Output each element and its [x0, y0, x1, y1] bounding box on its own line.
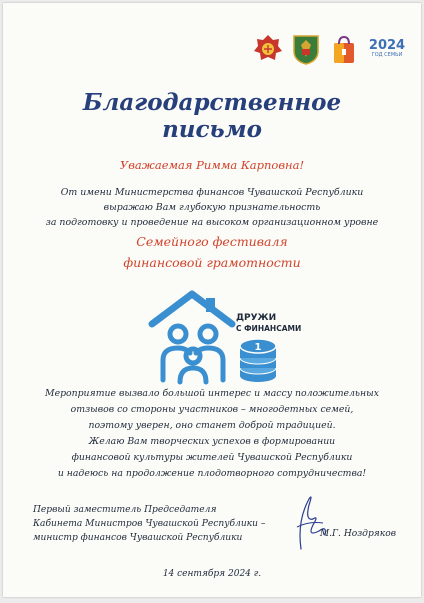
coin-value: 1 — [254, 342, 262, 353]
body-line: и надеюсь на продолжение плодотворного сотрудничества! — [57, 468, 367, 480]
letter-date: 14 сентября 2024 г. — [162, 569, 262, 579]
event-name — [3, 231, 421, 273]
body-line: Желаю Вам творческих успехов в формировании — [88, 436, 336, 448]
greeting: Уважаемая Римма Карповна! — [119, 158, 305, 172]
title-line-2: письмо — [162, 116, 262, 143]
house-roof-icon — [152, 294, 232, 324]
year-caption: ГОД СЕМЬИ — [371, 52, 403, 58]
position-line: Кабинета Министров Чувашской Республики – — [33, 519, 266, 529]
bag-logo-icon — [329, 33, 359, 65]
coin-stack-icon — [240, 339, 276, 382]
year-mark: 2024 — [368, 38, 406, 53]
signatory-name: М.Г. Ноздряков — [319, 529, 396, 539]
chuvash-emblem-icon — [253, 33, 283, 65]
letter-page — [3, 3, 421, 597]
signatory-position — [33, 503, 265, 545]
logos-row — [253, 33, 407, 65]
body-line: поэтому уверен, оно станет доброй традицией. — [88, 420, 336, 432]
intro-text — [3, 185, 421, 230]
body-text — [3, 386, 421, 483]
body-line: финансовой культуры жителей Чувашской Республики — [71, 452, 353, 464]
position-line: Первый заместитель Председателя — [33, 505, 217, 515]
letter-title — [3, 89, 421, 143]
parent-icon — [200, 326, 216, 342]
position-line: министр финансов Чувашской Республики — [33, 533, 243, 543]
event-line-2: финансовой грамотности — [123, 255, 301, 270]
title-line-1: Благодарственное — [82, 89, 342, 116]
parent-icon — [170, 326, 186, 342]
child-icon — [186, 349, 200, 363]
emblem-text-2: С ФИНАНСАМИ — [236, 324, 302, 333]
ministry-emblem-icon — [291, 33, 321, 65]
event-line-1: Семейного фестиваля — [136, 234, 288, 249]
intro-line: От имени Министерства финансов Чувашской Республики — [60, 187, 364, 198]
druzhi-s-finansami-emblem — [148, 290, 303, 386]
emblem-text-1: ДРУЖИ — [236, 313, 277, 323]
intro-line: выражаю Вам глубокую признательность — [103, 202, 321, 213]
intro-line: за подготовку и проведение на высоком организационном уровне — [45, 217, 379, 228]
year-of-family-logo — [367, 39, 407, 59]
handwritten-signature — [279, 491, 339, 551]
body-line: Мероприятие вызвало большой интерес и массу положительных — [45, 388, 379, 399]
body-line: отзывов со стороны участников – многодетных семей, — [70, 404, 354, 416]
